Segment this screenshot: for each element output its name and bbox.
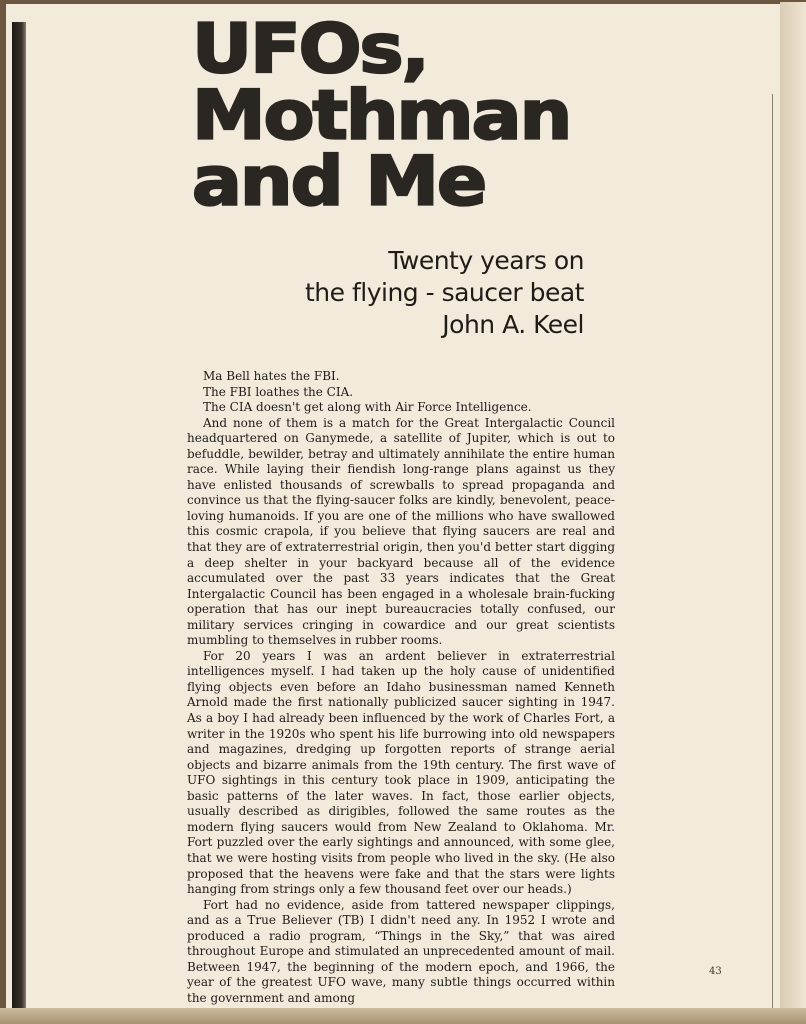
article-title <box>192 9 642 222</box>
title-line-3: and Me <box>192 142 486 222</box>
body-paragraph: For 20 years I was an ardent believer in extraterrestrial intelligences myself. I had taken up the holy cause of unidentified flying objects even before an Idaho businessman named Kenneth Arnold made the first nationally publicized saucer sighting in 1947. As a boy I had already been influenced by the work of Charles Fort, a writer in the 1920s who spent his life burrowing into old newspapers and magazines, dredging up forgotten reports of strange aerial objects and bizarre animals from the 19th century. The first wave of UFO sightings in this century took place in 1909, anticipating the basic patterns of the later waves. In fact, those earlier objects, usually described as dirigibles, followed the same routes as the modern flying saucers would from New Zealand to Oklahoma. Mr. Fort puzzled over the early sightings and announced, with some glee, that we were hosting visits from people who lived in the sky. (He also proposed that the heavens were fake and that the stars were lights hanging from strings only a few thousand feet over our heads.) <box>187 648 615 897</box>
article-author: John A. Keel <box>442 310 584 339</box>
body-paragraph: Fort had no evidence, aside from tattered newspaper clippings, and as a True Believer (TB) I didn't need any. In 1952 I wrote and produced a radio program, “Things in the Sky,” that was aired throughout Europe and stimulated an unprecedented amount of mail. Between 1947, the beginning of the modern epoch, and 1966, the year of the greatest UFO wave, many subtle things occurred within the government and among <box>187 897 615 1005</box>
body-paragraph: Ma Bell hates the FBI. <box>203 369 340 383</box>
magazine-page <box>6 4 780 1018</box>
article-subtitle <box>305 245 584 341</box>
title-line-2: Mothman <box>192 75 571 155</box>
body-paragraph: And none of them is a match for the Great Intergalactic Council headquartered on Ganymede, a satellite of Jupiter, which is out to befuddle, bewilder, betray and ultimately annihilate the entire human race. While laying their fiendish long-range plans against us they have enlisted thousands of screwballs to spread propaganda and convince us that the flying-saucer folks are kindly, benevolent, peace-loving humanoids. If you are one of the millions who have swallowed this cosmic crapola, if you believe that flying saucers are real and that they are of extraterrestrial origin, then you'd better start digging a deep shelter in your backyard because all of the evidence accumulated over the past 33 years indicates that the Great Intergalactic Council has been engaged in a wholesale brain-fucking operation that has our inept bureaucracies totally confused, our military services cringing in cowardice and our great scientists mumbling to themselves in rubber rooms. <box>187 415 615 648</box>
subtitle-line-2: the flying - saucer beat <box>304 278 584 307</box>
article-body <box>187 369 615 1006</box>
title-line-1: UFOs, <box>192 9 428 89</box>
back-page-edge <box>780 2 806 1024</box>
subtitle-line-1: Twenty years on <box>388 246 584 275</box>
page-bottom-edge <box>0 1008 806 1024</box>
page-edge-line <box>772 94 773 1014</box>
body-paragraph: The FBI loathes the CIA. <box>203 384 354 399</box>
body-paragraph: The CIA doesn't get along with Air Force Intelligence. <box>203 400 532 415</box>
binding-spine <box>12 22 26 1018</box>
page-number: 43 <box>709 966 722 977</box>
